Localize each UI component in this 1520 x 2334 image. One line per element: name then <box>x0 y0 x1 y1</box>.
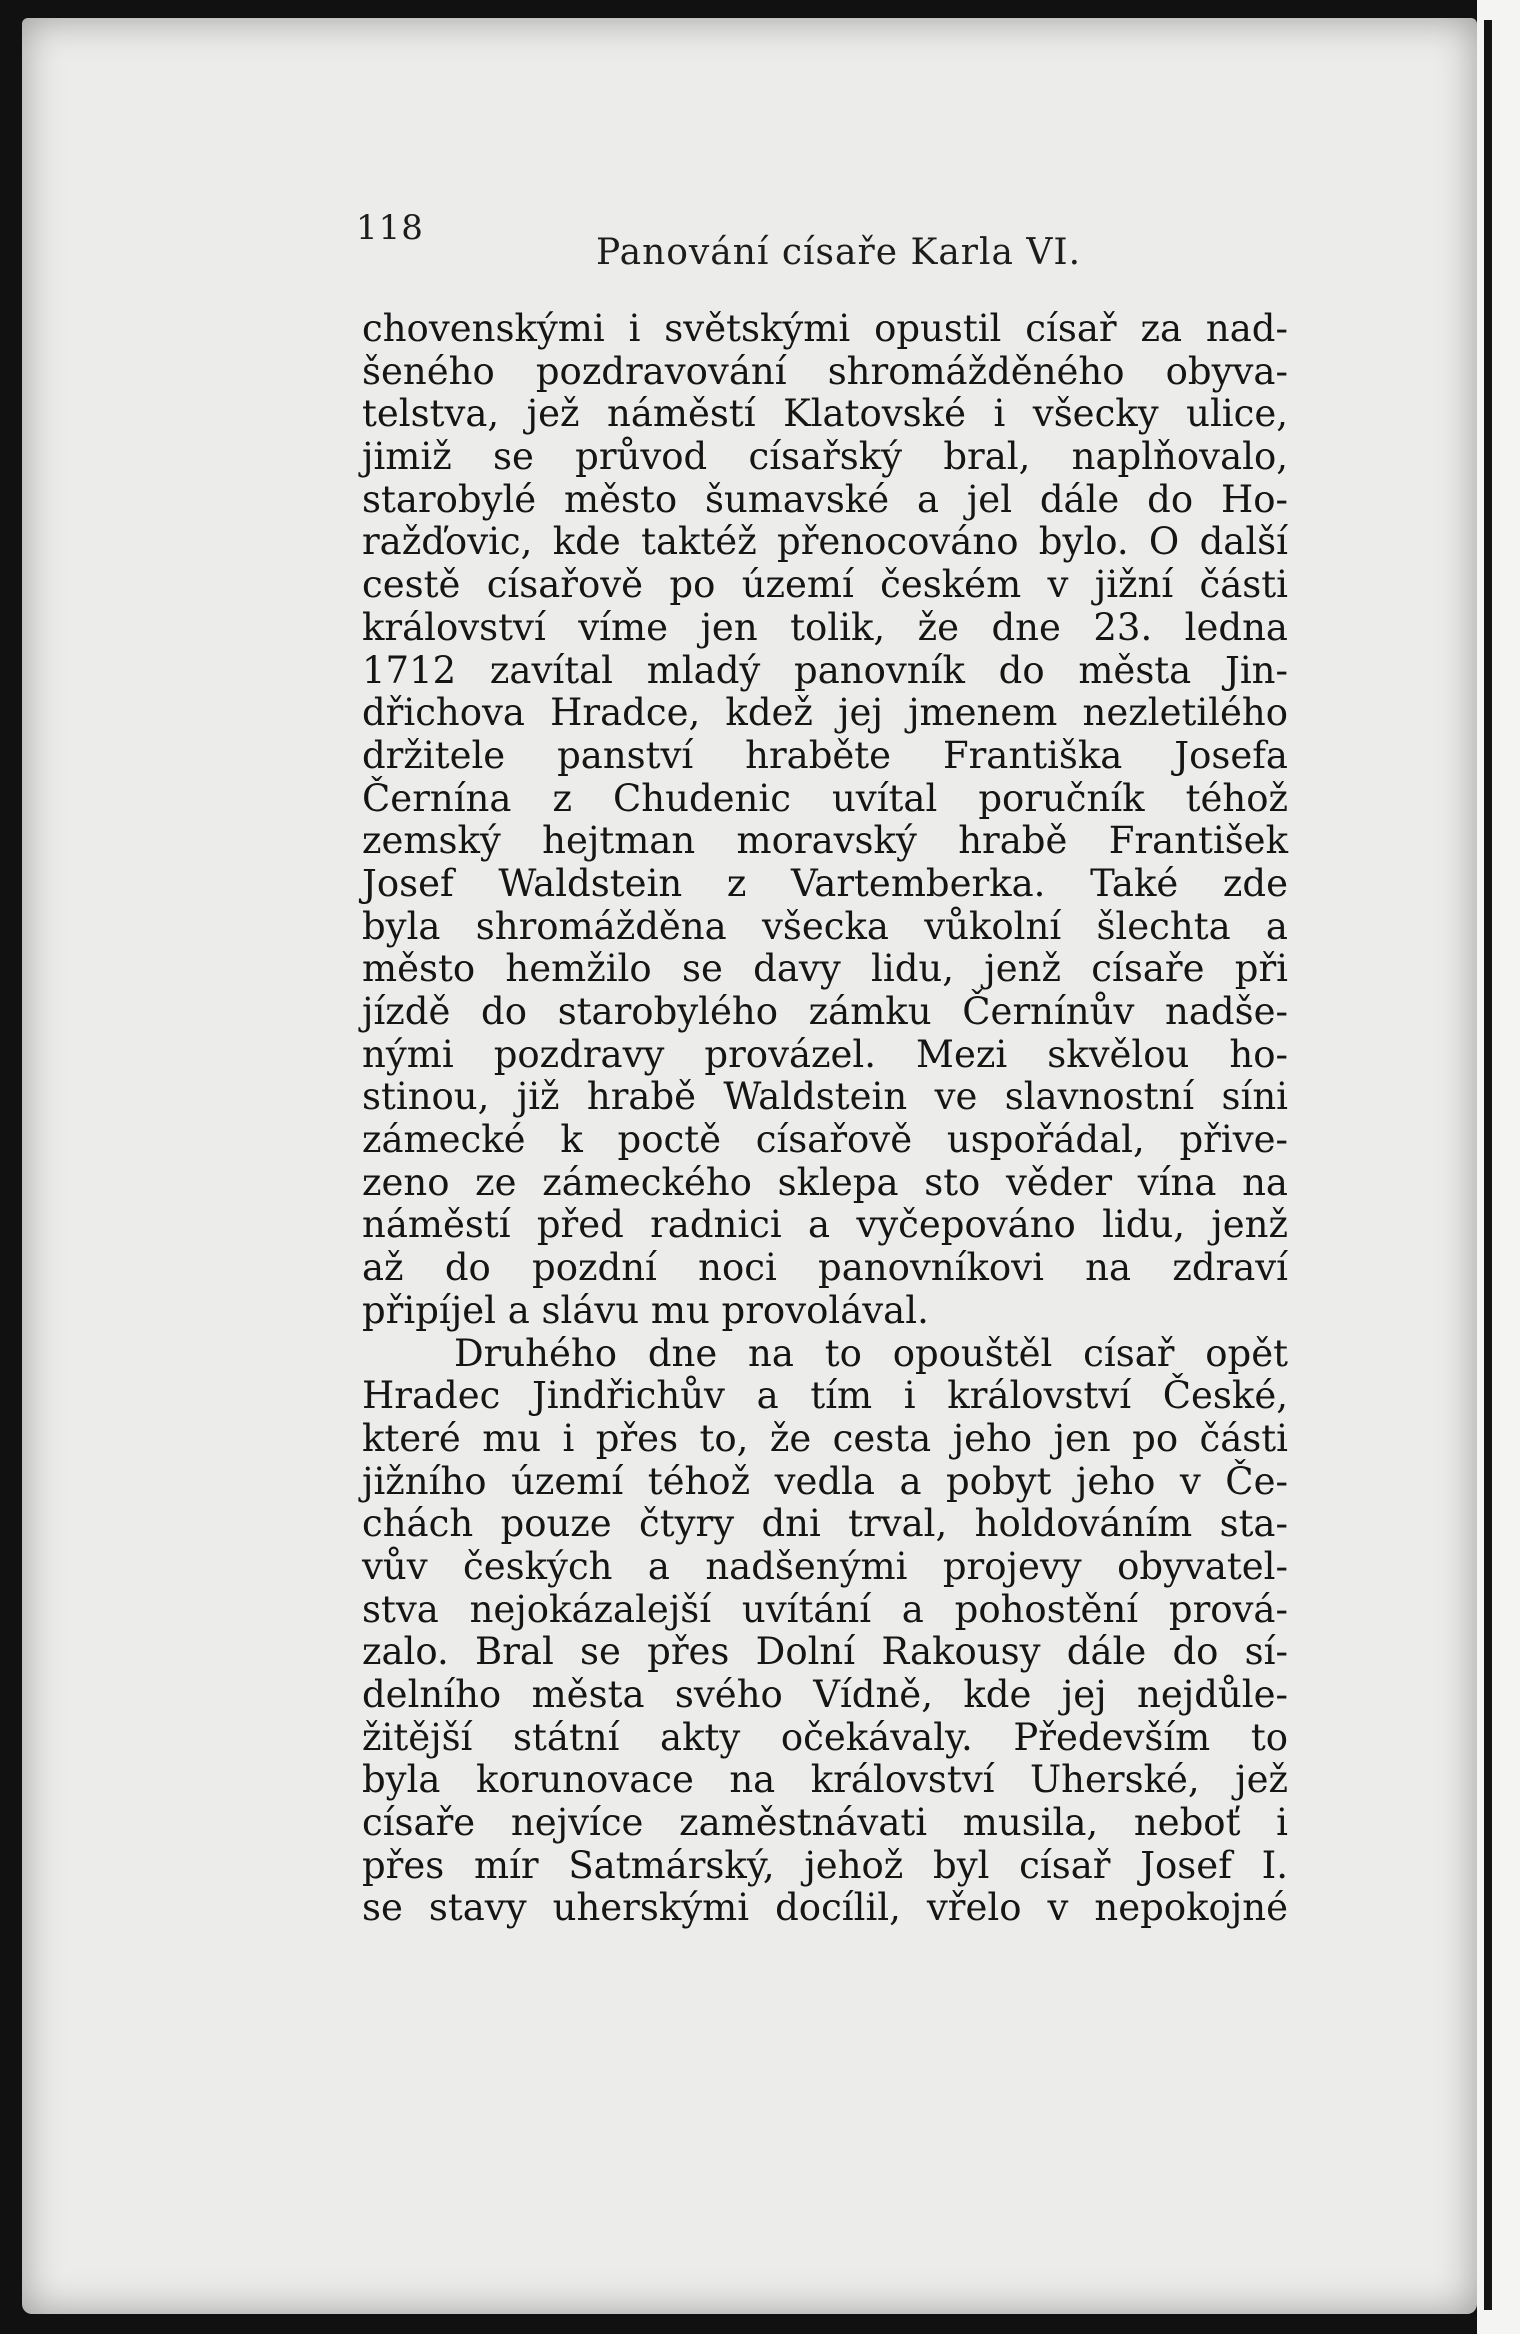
body-text <box>362 308 1288 1930</box>
text-line: vův českých a nadšenými projevy obyvatel- <box>362 1544 1288 1588</box>
text-line: šeného pozdravování shromážděného obyva- <box>362 349 1288 393</box>
text-line: jízdě do starobylého zámku Černínův nadše- <box>362 990 1288 1033</box>
paragraph <box>362 1333 1288 1931</box>
text-line: připíjel a slávu mu provolával. <box>362 1288 929 1332</box>
text-line: které mu i přes to, že cesta jeho jen po části <box>362 1416 1288 1460</box>
text-line: byla shromážděna všecka vůkolní šlechta a <box>362 904 1288 948</box>
text-line: zámecké k poctě císařově uspořádal, přive- <box>362 1118 1288 1162</box>
text-line: království víme jen tolik, že dne 23. ledna <box>362 605 1288 649</box>
text-line: cestě císařově po území českém v jižní části <box>362 563 1288 607</box>
text-line: jimiž se průvod císařský bral, naplňovalo, <box>362 435 1288 479</box>
text-line: Černína z Chudenic uvítal poručník téhož <box>362 776 1288 820</box>
text-line: Druhého dne na to opouštěl císař opět <box>454 1331 1288 1375</box>
text-line: chovenskými i světskými opustil císař za nad- <box>362 307 1288 350</box>
text-line: Hradec Jindřichův a tím i království České, <box>362 1374 1288 1418</box>
text-line: se stavy uherskými docílil, vřelo v nepokojné <box>362 1886 1288 1930</box>
running-title: Panování císaře Karla VI. <box>596 232 1082 273</box>
text-line: město hemžilo se davy lidu, jenž císaře při <box>362 947 1288 991</box>
text-line: až do pozdní noci panovníkovi na zdraví <box>362 1246 1288 1290</box>
binding-shadow <box>1484 20 1492 2310</box>
text-line: dřichova Hradce, kdež jej jmenem nezletilého <box>362 691 1288 735</box>
text-line: starobylé město šumavské a jel dále do Ho- <box>362 477 1288 521</box>
text-line: císaře nejvíce zaměstnávati musila, neboť i <box>362 1801 1288 1845</box>
text-line: stva nejokázalejší uvítání a pohostění prová- <box>362 1587 1288 1631</box>
text-line: ražďovic, kde taktéž přenocováno bylo. O další <box>362 520 1288 564</box>
page-number: 118 <box>356 208 424 248</box>
text-line: byla korunovace na království Uherské, jež <box>362 1758 1288 1802</box>
text-line: zalo. Bral se přes Dolní Rakousy dále do sí- <box>362 1630 1288 1674</box>
text-line: nými pozdravy provázel. Mezi skvělou ho- <box>362 1032 1288 1076</box>
text-line: náměstí před radnici a vyčepováno lidu, jenž <box>362 1203 1288 1247</box>
text-line: zeno ze zámeckého sklepa sto věder vína na <box>362 1160 1288 1204</box>
paragraph <box>362 308 1288 1333</box>
text-line: chách pouze čtyry dni trval, holdováním sta- <box>362 1502 1288 1546</box>
text-line: delního města svého Vídně, kde jej nejdůle- <box>362 1673 1288 1716</box>
text-line: žitější státní akty očekávaly. Především to <box>362 1715 1288 1759</box>
text-line: 1712 zavítal mladý panovník do města Jin- <box>362 648 1288 692</box>
text-line: Josef Waldstein z Vartemberka. Také zde <box>362 861 1288 905</box>
text-line: přes mír Satmárský, jehož byl císař Josef I. <box>362 1843 1288 1887</box>
text-line: držitele panství hraběte Františka Josefa <box>362 733 1288 777</box>
text-line: zemský hejtman moravský hrabě František <box>362 819 1288 863</box>
text-line: telstva, jež náměstí Klatovské i všecky ulice, <box>362 392 1288 436</box>
text-line: stinou, již hrabě Waldstein ve slavnostní síni <box>362 1075 1288 1119</box>
text-line: jižního území téhož vedla a pobyt jeho v Če- <box>362 1459 1288 1503</box>
